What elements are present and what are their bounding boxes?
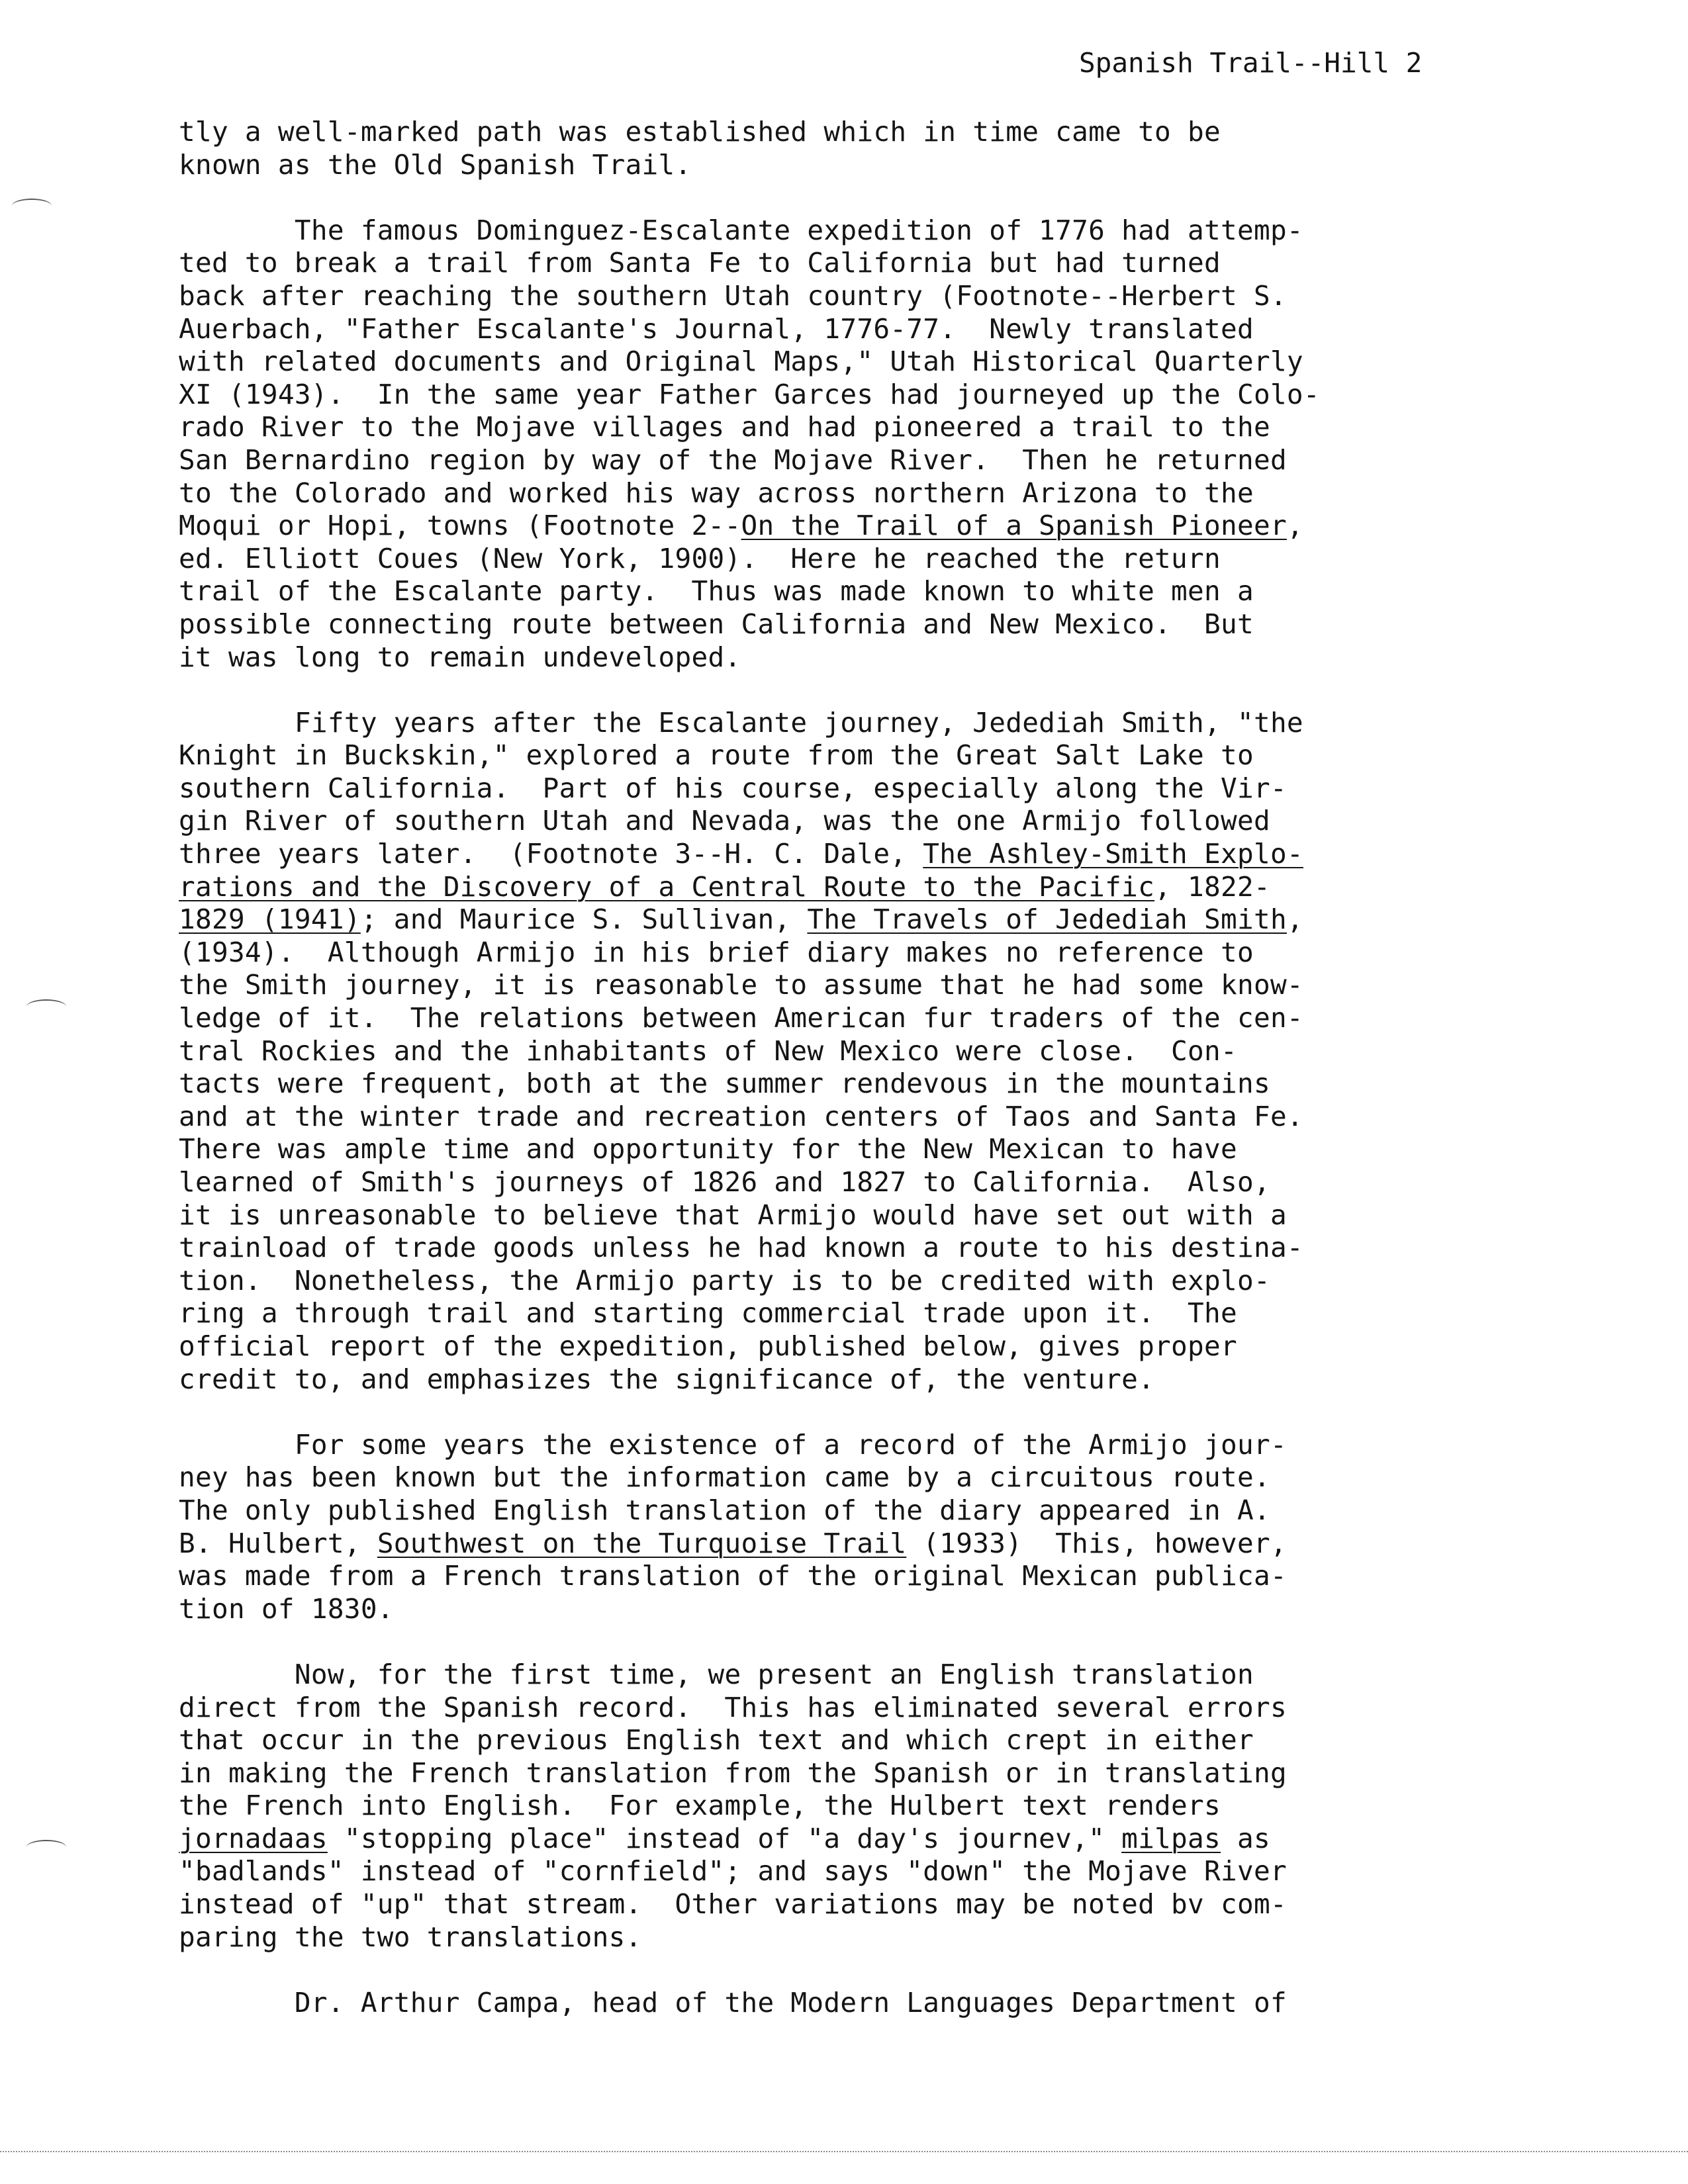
paragraph (179, 116, 1320, 181)
text-run: paring the two translations. (179, 1921, 642, 1953)
text-line (179, 969, 1320, 1002)
text-line (179, 936, 1320, 970)
margin-mark (26, 999, 66, 1014)
text-line (179, 1101, 1320, 1134)
underlined-title: jornadaas (179, 1822, 328, 1854)
text-run: it is unreasonable to believe that Armijo would have set out with a (179, 1199, 1287, 1231)
text-line (179, 903, 1320, 936)
text-run: , (1286, 510, 1303, 542)
text-run: tly a well-marked path was established which in time came to be (179, 116, 1221, 148)
text-run: There was ample time and opportunity for the New Mexican to have (179, 1133, 1237, 1165)
text-line (179, 1232, 1320, 1265)
underlined-title: The Ashley-Smith Explo- (923, 838, 1303, 870)
text-run: it was long to remain undeveloped. (179, 641, 741, 673)
text-run: credit to, and emphasizes the significance of, the venture. (179, 1363, 1155, 1395)
text-run: (1934). Although Armijo in his brief diary makes no reference to (179, 936, 1254, 968)
text-run: possible connecting route between California and New Mexico. But (179, 608, 1254, 640)
text-line (179, 1692, 1320, 1725)
text-line (179, 707, 1320, 740)
text-line (179, 1560, 1320, 1593)
text-run: direct from the Spanish record. This has eliminated several errors (179, 1691, 1287, 1723)
text-run: back after reaching the southern Utah country (Footnote--Herbert S. (179, 279, 1287, 312)
text-line (179, 1987, 1320, 2020)
text-line (179, 1297, 1320, 1330)
text-run: ledge of it. The relations between American fur traders of the cen- (179, 1002, 1303, 1034)
text-run: Dr. Arthur Campa, head of the Modern Languages Department of (179, 1986, 1287, 2019)
text-line (179, 1068, 1320, 1101)
text-line (179, 411, 1320, 444)
text-line (179, 608, 1320, 641)
text-line (179, 313, 1320, 346)
text-run: southern California. Part of his course, especially along the Vir- (179, 772, 1287, 804)
text-run: instead of "up" that stream. Other variations may be noted bv com- (179, 1888, 1287, 1921)
text-run: ney has been known but the information came by a circuitous route. (179, 1461, 1270, 1494)
text-line (179, 772, 1320, 805)
text-line (179, 1429, 1320, 1462)
text-line (179, 838, 1320, 871)
text-run: San Bernardino region by way of the Mojave River. Then he returned (179, 443, 1287, 476)
paragraph (179, 707, 1320, 1396)
text-run: , (1286, 903, 1303, 936)
text-run: and at the winter trade and recreation centers of Taos and Santa Fe. (179, 1100, 1303, 1132)
text-run: rado River to the Mojave villages and had pioneered a trail to the (179, 411, 1270, 443)
paragraph (179, 214, 1320, 674)
text-line (179, 575, 1320, 608)
text-run: as (1221, 1822, 1270, 1854)
text-line (179, 1166, 1320, 1199)
text-line (179, 1461, 1320, 1494)
text-line (179, 1593, 1320, 1626)
text-run: known as the Old Spanish Trail. (179, 148, 692, 181)
text-line (179, 739, 1320, 772)
text-line (179, 805, 1320, 838)
text-run: tion of 1830. (179, 1592, 394, 1625)
text-line (179, 1035, 1320, 1068)
text-run: The only published English translation of the diary appeared in A. (179, 1494, 1270, 1526)
text-line (179, 1790, 1320, 1823)
text-run: Knight in Buckskin," explored a route from the Great Salt Lake to (179, 739, 1254, 772)
text-run: official report of the expedition, published below, gives proper (179, 1330, 1237, 1362)
margin-mark (12, 199, 52, 213)
underlined-title: rations and the Discovery of a Central Route to the Pacific (179, 870, 1155, 903)
text-line (179, 1330, 1320, 1363)
text-run: was made from a French translation of the original Mexican publica- (179, 1560, 1287, 1592)
margin-mark (26, 1840, 66, 1854)
text-run: ; and Maurice S. Sullivan, (360, 903, 808, 936)
text-run: with related documents and Original Maps," Utah Historical Quarterly (179, 345, 1303, 378)
text-line (179, 444, 1320, 477)
text-line (179, 1921, 1320, 1954)
text-run: tacts were frequent, both at the summer rendevous in the mountains (179, 1068, 1270, 1100)
text-run: the Smith journey, it is reasonable to assume that he had some know- (179, 969, 1303, 1001)
text-run: Auerbach, "Father Escalante's Journal, 1776-77. Newly translated (179, 312, 1254, 345)
text-line (179, 1888, 1320, 1921)
text-line (179, 1199, 1320, 1232)
text-run: tral Rockies and the inhabitants of New Mexico were close. Con- (179, 1034, 1237, 1067)
text-run: (1933) This, however, (906, 1527, 1287, 1559)
underlined-title: The Travels of Jedediah Smith (807, 903, 1287, 936)
text-line (179, 379, 1320, 412)
text-run: trail of the Escalante party. Thus was made known to white men a (179, 575, 1254, 608)
text-line (179, 1757, 1320, 1790)
text-line (179, 247, 1320, 280)
text-line (179, 1823, 1320, 1856)
text-line (179, 641, 1320, 674)
text-line (179, 1133, 1320, 1166)
text-line (179, 1855, 1320, 1888)
paragraph (179, 1987, 1320, 2020)
text-line (179, 345, 1320, 379)
text-run: gin River of southern Utah and Nevada, was the one Armijo followed (179, 805, 1270, 837)
text-run: tion. Nonetheless, the Armijo party is to be credited with explo- (179, 1264, 1270, 1297)
text-line (179, 1724, 1320, 1757)
text-line (179, 477, 1320, 510)
text-line (179, 871, 1320, 904)
text-run: three years later. (Footnote 3--H. C. Dale, (179, 838, 923, 870)
text-run: B. Hulbert, (179, 1527, 377, 1559)
paragraph (179, 1429, 1320, 1626)
text-line (179, 1659, 1320, 1692)
text-line (179, 1363, 1320, 1396)
underlined-title: milpas (1121, 1822, 1221, 1854)
text-line (179, 1265, 1320, 1298)
text-line (179, 1494, 1320, 1527)
running-head: Spanish Trail--Hill 2 (1079, 47, 1423, 79)
text-run: For some years the existence of a record of the Armijo jour- (179, 1428, 1287, 1461)
document-body (179, 116, 1320, 2052)
text-run: XI (1943). In the same year Father Garces had journeyed up the Colo- (179, 378, 1320, 410)
text-run: trainload of trade goods unless he had known a route to his destina- (179, 1232, 1303, 1264)
text-line (179, 1002, 1320, 1035)
text-line (179, 149, 1320, 182)
text-line (179, 543, 1320, 576)
text-line (179, 510, 1320, 543)
text-run: in making the French translation from the Spanish or in translating (179, 1756, 1287, 1789)
text-run: the French into English. For example, the Hulbert text renders (179, 1790, 1221, 1822)
text-run: "stopping place" instead of "a day's journev," (327, 1822, 1122, 1854)
text-run: ted to break a trail from Santa Fe to California but had turned (179, 247, 1221, 279)
underlined-title: Southwest on the Turquoise Trail (377, 1527, 907, 1559)
underlined-title: On the Trail of a Spanish Pioneer (741, 510, 1287, 542)
paragraph (179, 1659, 1320, 1954)
text-run: learned of Smith's journeys of 1826 and 1827 to California. Also, (179, 1166, 1270, 1198)
text-run: ring a through trail and starting commercial trade upon it. The (179, 1297, 1237, 1330)
text-run: , 1822- (1154, 870, 1270, 903)
text-run: to the Colorado and worked his way across northern Arizona to the (179, 477, 1254, 509)
text-line (179, 1527, 1320, 1561)
text-run: that occur in the previous English text and which crept in either (179, 1724, 1254, 1756)
text-line (179, 280, 1320, 313)
text-run: Now, for the first time, we present an English translation (179, 1658, 1254, 1690)
text-run: Moqui or Hopi, towns (Footnote 2-- (179, 510, 741, 542)
text-line (179, 116, 1320, 149)
text-run: ed. Elliott Coues (New York, 1900). Here he reached the return (179, 542, 1221, 574)
text-run: Fifty years after the Escalante journey, Jedediah Smith, "the (179, 706, 1303, 739)
underlined-title: 1829 (1941) (179, 903, 361, 936)
page-bottom-edge (0, 2151, 1688, 2152)
text-line (179, 214, 1320, 248)
text-run: "badlands" instead of "cornfield"; and says "down" the Mojave River (179, 1855, 1287, 1888)
text-run: The famous Dominguez-Escalante expedition of 1776 had attemp- (179, 214, 1303, 246)
